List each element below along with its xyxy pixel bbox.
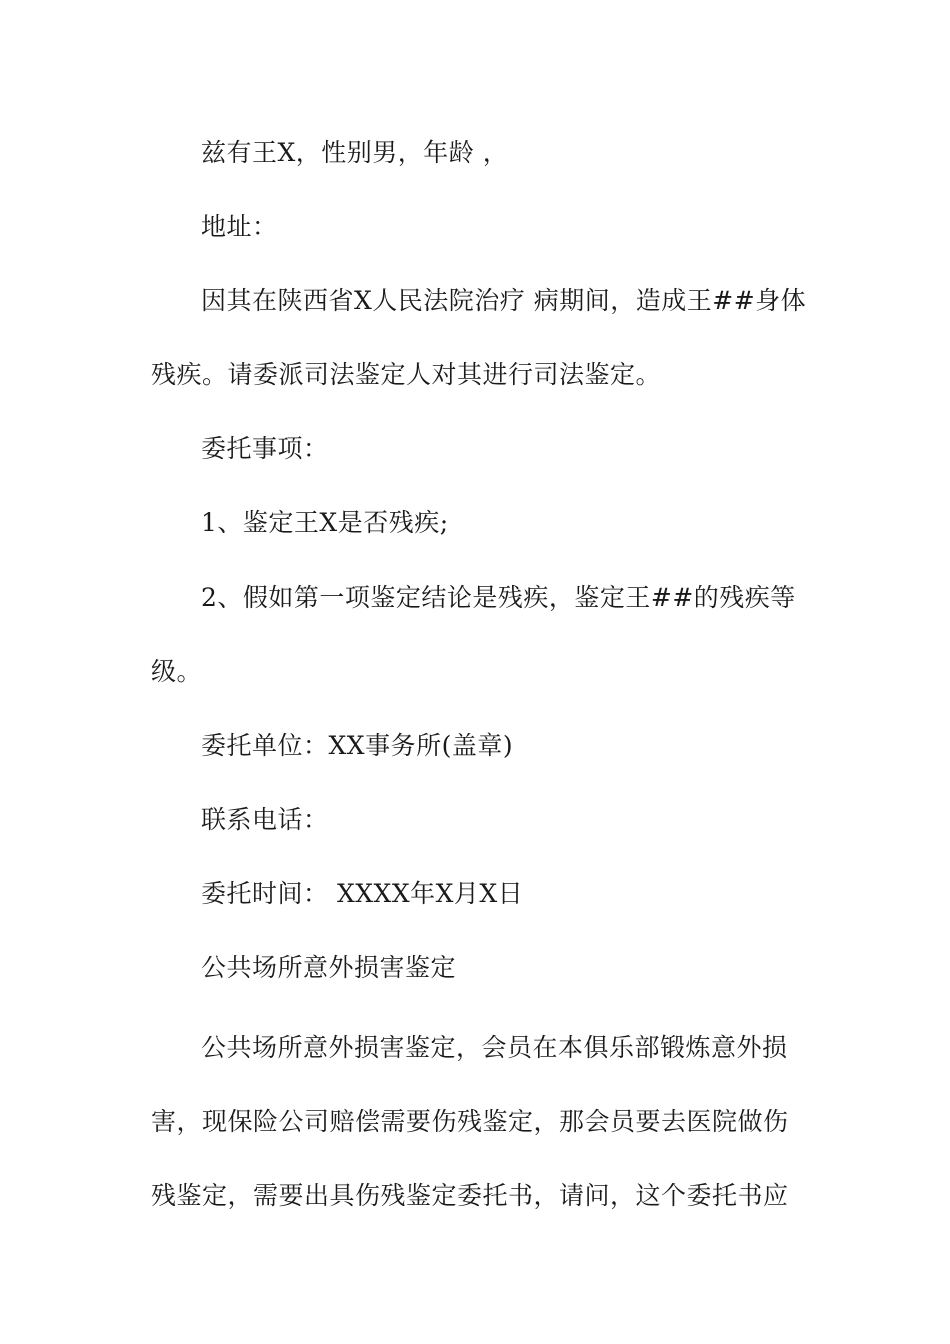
paragraph-line: 级。 (151, 657, 203, 686)
paragraph-line: 地址： (201, 212, 278, 241)
paragraph-line: 联系电话： (201, 805, 329, 834)
list-item: 1、鉴定王X是否残疾; (201, 508, 449, 537)
paragraph-line: 委托事项： (201, 434, 329, 463)
paragraph-line: 害，现保险公司赔偿需要伤残鉴定，那会员要去医院做伤 (151, 1107, 789, 1136)
paragraph-line: 残疾。请委派司法鉴定人对其进行司法鉴定。 (151, 360, 662, 389)
paragraph-line: 因其在陕西省X人民法院治疗 病期间，造成王##身体 (201, 286, 807, 315)
paragraph-line: 兹有王X，性别男，年龄 ， (201, 138, 509, 167)
list-item: 2、假如第一项鉴定结论是残疾，鉴定王##的残疾等 (201, 583, 796, 612)
paragraph-line: 公共场所意外损害鉴定，会员在本俱乐部锻炼意外损 (201, 1033, 788, 1062)
paragraph-line: 残鉴定，需要出具伤残鉴定委托书，请问，这个委托书应 (151, 1181, 789, 1210)
paragraph-line: 委托时间： XXXX年X月X日 (201, 879, 524, 908)
paragraph-line: 委托单位：XX事务所(盖章) (201, 731, 514, 760)
section-heading: 公共场所意外损害鉴定 (201, 953, 457, 982)
